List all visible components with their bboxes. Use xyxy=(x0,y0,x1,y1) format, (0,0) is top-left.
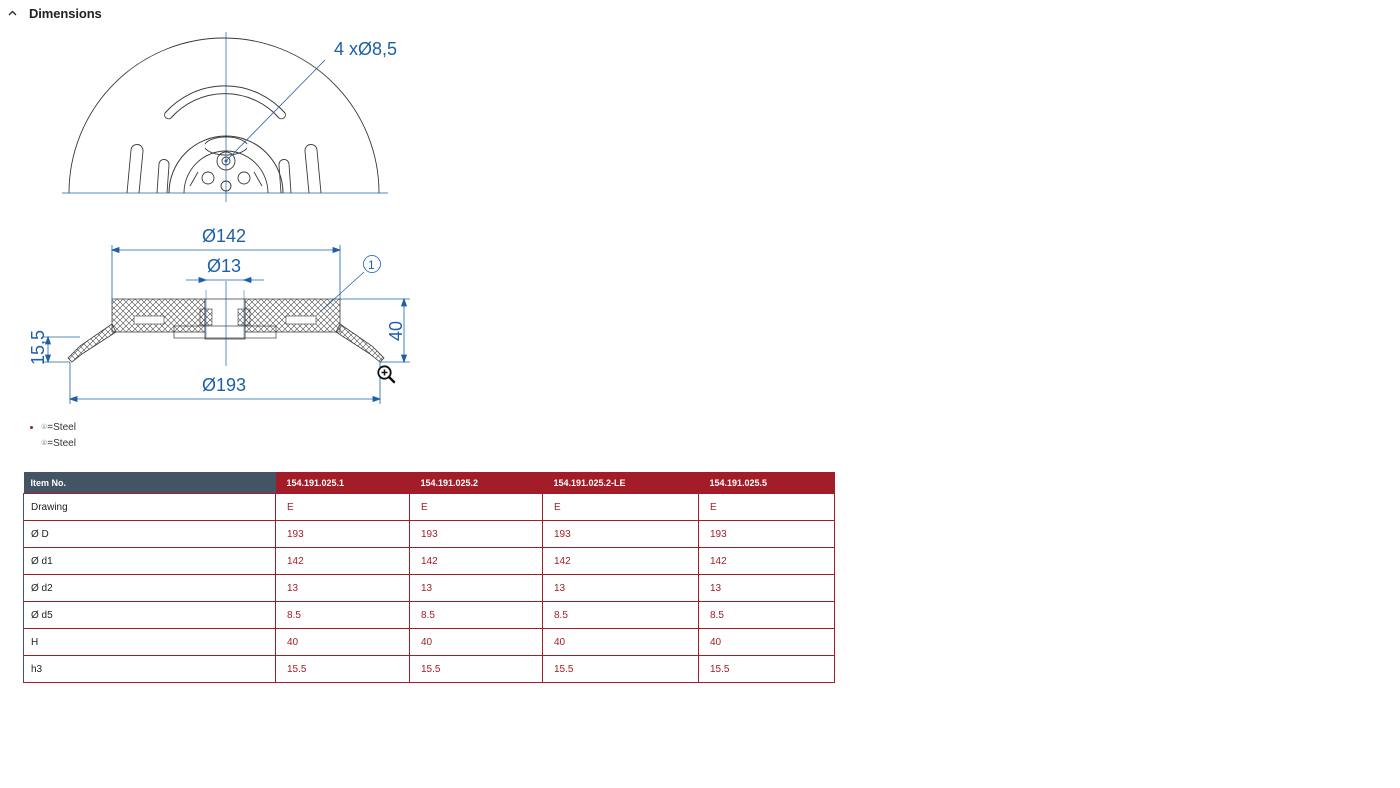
dimension-drawing xyxy=(24,26,416,411)
zoom-in-icon[interactable] xyxy=(376,364,396,384)
legend-marker: ① xyxy=(41,424,48,431)
section-view xyxy=(68,281,384,366)
table-cell: 13 xyxy=(410,575,543,602)
d1-label: Ø142 xyxy=(202,226,247,246)
table-cell: E xyxy=(410,494,543,521)
h3-label: 15,5 xyxy=(28,329,48,365)
table-cell: 13 xyxy=(699,575,835,602)
table-cell: 193 xyxy=(410,521,543,548)
table-row xyxy=(24,656,835,683)
row-label: Drawing xyxy=(24,494,276,521)
column-header: 154.191.025.2-LE xyxy=(543,472,699,494)
legend-marker: ② xyxy=(41,440,48,447)
table-cell: 142 xyxy=(276,548,410,575)
table-cell: E xyxy=(699,494,835,521)
table-row xyxy=(24,575,835,602)
table-cell: 13 xyxy=(276,575,410,602)
table-row xyxy=(24,629,835,656)
d2-label: Ø13 xyxy=(207,256,242,276)
table-cell: 8.5 xyxy=(699,602,835,629)
table-cell: 15.5 xyxy=(410,656,543,683)
table-row xyxy=(24,548,835,575)
dimensions-section-toggle[interactable] xyxy=(8,4,102,22)
table-cell: E xyxy=(543,494,699,521)
row-label: Ø D xyxy=(24,521,276,548)
table-header-row xyxy=(24,472,835,494)
dimensions-table xyxy=(23,472,835,683)
table-cell: 8.5 xyxy=(410,602,543,629)
column-header: 154.191.025.2 xyxy=(410,472,543,494)
column-header: 154.191.025.1 xyxy=(276,472,410,494)
legend-text: =Steel xyxy=(47,421,76,433)
table-cell: 193 xyxy=(276,521,410,548)
table-cell: 142 xyxy=(543,548,699,575)
legend-text: =Steel xyxy=(47,437,76,449)
D-label: Ø193 xyxy=(202,375,247,395)
row-label: h3 xyxy=(24,656,276,683)
table-cell: 142 xyxy=(699,548,835,575)
table-cell: 40 xyxy=(699,629,835,656)
item-no-header: Item No. xyxy=(24,472,276,494)
column-header: 154.191.025.5 xyxy=(699,472,835,494)
table-cell: 8.5 xyxy=(276,602,410,629)
table-cell: 8.5 xyxy=(543,602,699,629)
table-row xyxy=(24,494,835,521)
material-legend xyxy=(30,419,76,451)
table-cell: 15.5 xyxy=(543,656,699,683)
legend-item xyxy=(30,435,76,451)
table-cell: 40 xyxy=(276,629,410,656)
table-cell: 40 xyxy=(543,629,699,656)
table-cell: 15.5 xyxy=(276,656,410,683)
row-label: H xyxy=(24,629,276,656)
table-cell: 40 xyxy=(410,629,543,656)
H-label: 40 xyxy=(386,320,406,341)
row-label: Ø d1 xyxy=(24,548,276,575)
chevron-up-icon xyxy=(8,10,17,16)
row-label: Ø d2 xyxy=(24,575,276,602)
table-cell: 142 xyxy=(410,548,543,575)
table-cell: 193 xyxy=(543,521,699,548)
legend-item xyxy=(30,419,76,435)
holes-label: 4 xØ8,5 xyxy=(334,39,398,59)
callout-label: 1 xyxy=(368,258,375,272)
table-row xyxy=(24,602,835,629)
table-cell: 15.5 xyxy=(699,656,835,683)
table-row xyxy=(24,521,835,548)
table-cell: 193 xyxy=(699,521,835,548)
bullet-icon xyxy=(30,426,33,429)
dimension-labels xyxy=(28,39,406,395)
table-cell: 13 xyxy=(543,575,699,602)
row-label: Ø d5 xyxy=(24,602,276,629)
section-title: Dimensions xyxy=(29,5,102,21)
table-cell: E xyxy=(276,494,410,521)
